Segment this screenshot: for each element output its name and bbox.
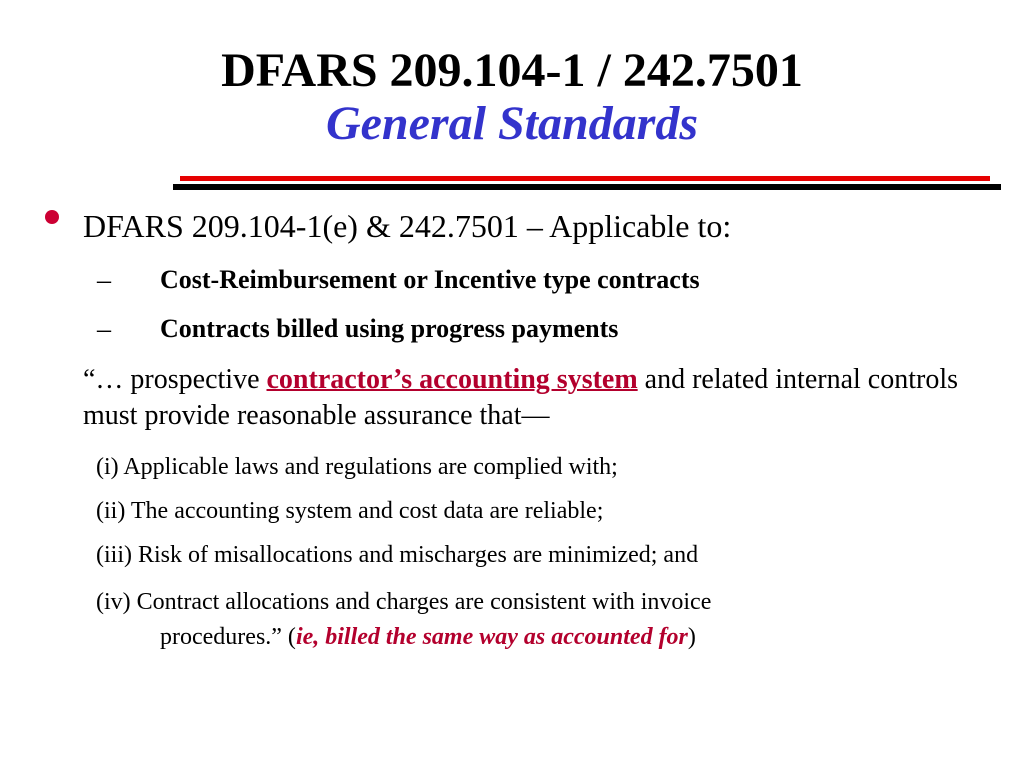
continuation-prefix: procedures.” ( [160, 624, 296, 650]
slide-subtitle: General Standards [325, 97, 699, 150]
black-divider [173, 184, 1001, 190]
slide-title: DFARS 209.104-1 / 242.7501 [221, 44, 803, 97]
list-item-iv-continuation [160, 621, 696, 653]
dash-icon: – [97, 265, 111, 296]
list-item-i: (i) Applicable laws and regulations are complied with; [96, 454, 618, 480]
emphasis-note: ie, billed the same way as accounted for [295, 624, 688, 650]
bullet-text: DFARS 209.104-1(e) & 242.7501 – Applicable to: [83, 208, 732, 244]
quote-prefix: “… prospective [83, 364, 267, 395]
dash-icon: – [97, 314, 111, 345]
sub-bullet-cost-reimbursement: Cost-Reimbursement or Incentive type contracts [160, 265, 700, 294]
quote-suffix: and related internal controls must provide reasonable assurance that— [83, 364, 958, 431]
sub-bullet-progress-payments: Contracts billed using progress payments [160, 314, 619, 343]
accounting-system-link[interactable]: contractor’s accounting system [266, 364, 638, 395]
red-divider [180, 176, 990, 181]
list-item-iii: (iii) Risk of misallocations and mischarges are minimized; and [96, 542, 699, 568]
bullet-icon [45, 210, 59, 224]
continuation-suffix: ) [687, 624, 696, 650]
list-item-ii: (ii) The accounting system and cost data are reliable; [96, 498, 604, 524]
quote-paragraph [83, 362, 963, 434]
list-item-iv: (iv) Contract allocations and charges are consistent with invoice [96, 589, 712, 615]
